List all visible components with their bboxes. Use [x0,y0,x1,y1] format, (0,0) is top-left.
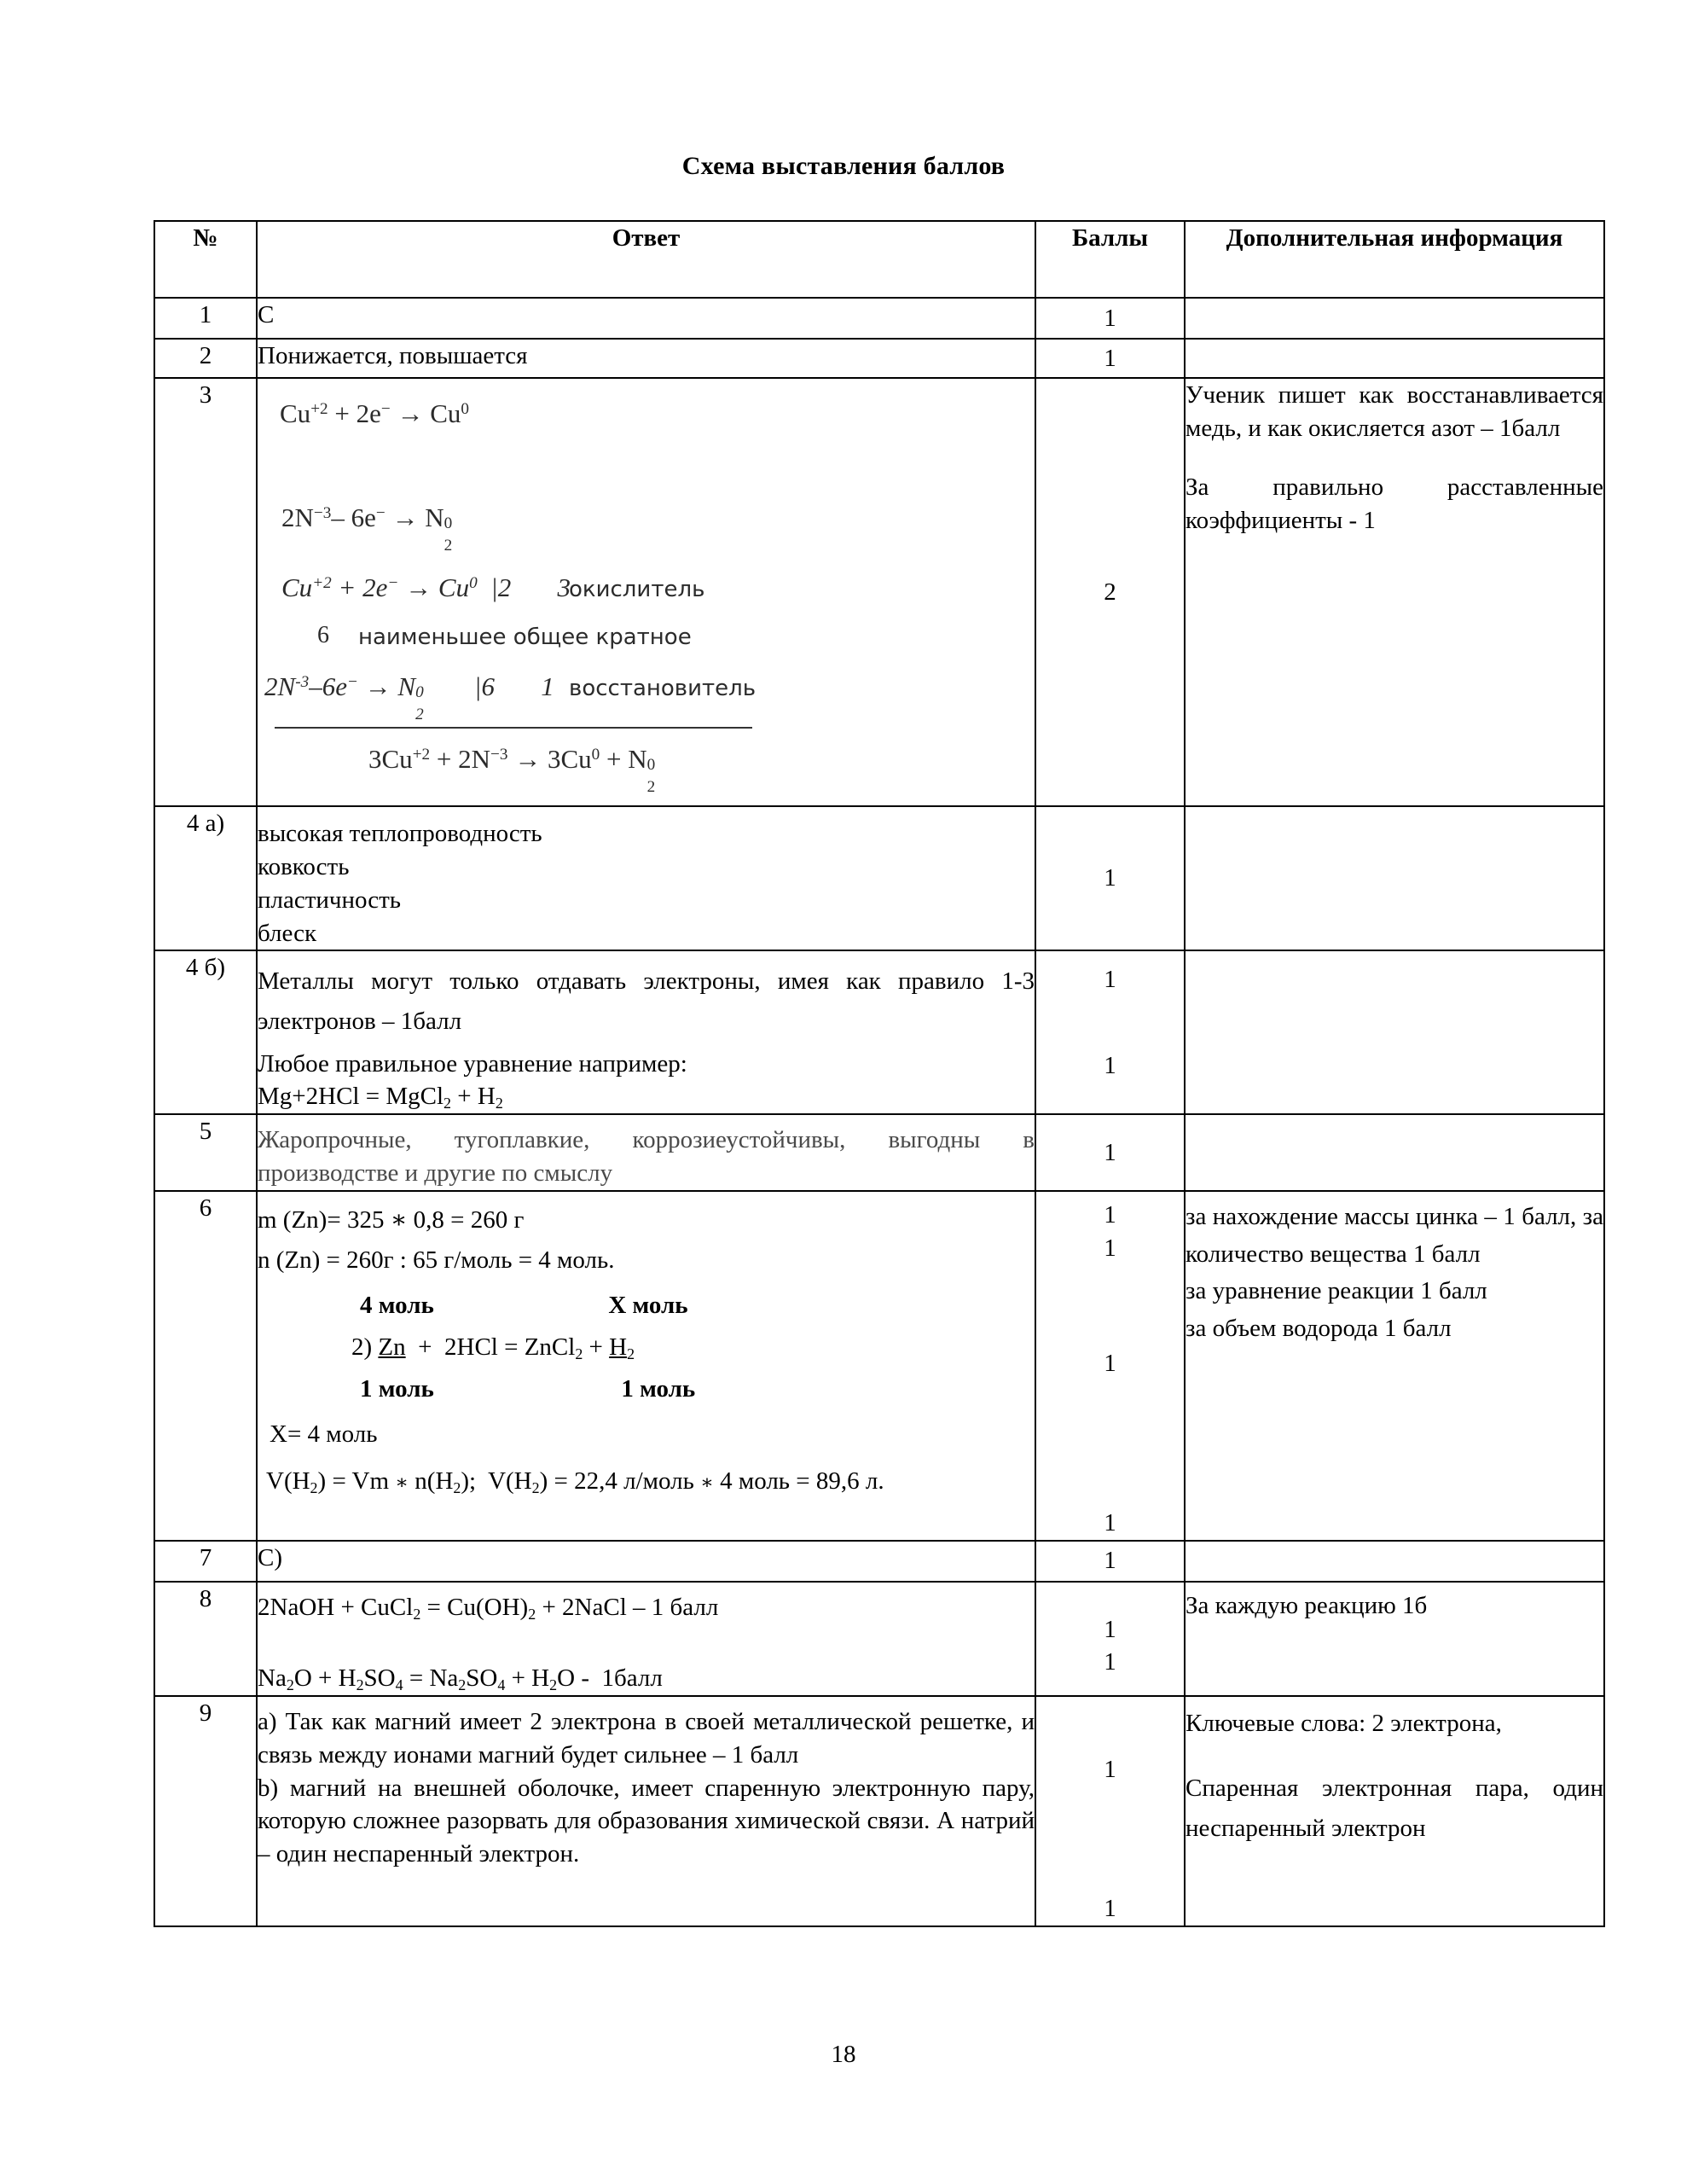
answer-line: ковкость [258,852,350,880]
answer-equation-naoh: 2NaOH + CuCl$_2$ = $Cu(OH)_2$ + 2NaCl – 1 балл [258,1593,719,1623]
row-answer: С [257,298,1035,339]
row-number: 3 [154,378,257,806]
row-info [1185,298,1604,339]
row-answer: С) [257,1541,1035,1582]
table-row [154,1582,1604,1696]
row-answer: Жаропрочные, тугоплавкие, коррозиеустойчивы, выгодны в производстве и другие по смыслу [257,1114,1035,1191]
row-points: 1 [1035,806,1185,950]
equation-nitrogen-oxidation: $2N^{-3}-$ 6e− → N 0 2 [281,502,453,555]
row-info [1185,1114,1604,1191]
equation-reducer-line: $2N^{-3}-6e^- \to N$ 0 2 |6 1 [264,671,554,723]
row-points: 1 [1035,1541,1185,1582]
column-header-info: Дополнительная информация [1185,221,1604,298]
row-info [1185,950,1604,1114]
points-value: 1 [1104,1648,1116,1676]
row-number: 2 [154,339,257,378]
row-number: 1 [154,298,257,339]
row-info-part1: Ученик пишет как восстанавливается медь, и как окисляется азот – 1балл [1186,381,1603,442]
points-value: 1 [1104,1349,1116,1377]
table-row [154,1696,1604,1926]
row-points: 1 [1035,1114,1185,1191]
label-oxidizer: окислитель [569,577,705,602]
answer-line: Любое правильное уравнение например: [258,1050,687,1078]
points-value: 1 [1104,1508,1116,1536]
equation-oxidizer-line: $Cu^{+2} + 2e^- \to Cu^0$ |2 3 [281,572,571,602]
page-number: 18 [831,2041,856,2068]
row-number: 7 [154,1541,257,1582]
table-row [154,950,1604,1114]
row-number: 8 [154,1582,257,1696]
column-header-points: Баллы [1035,221,1185,298]
row-points: 2 [1035,378,1185,806]
points-value: 1 [1104,1234,1116,1263]
row-answer [257,950,1035,1114]
answer-line-mass: m (Zn)= 325 ∗ 0,8 = 260 г [258,1206,525,1234]
points-value: 1 [1104,966,1116,994]
row-info [1185,339,1604,378]
answer-line-x-result: X= 4 моль [270,1420,378,1448]
answer-line: Металлы могут только отдавать электроны, имея как правило 1-3 электронов – 1балл [258,967,1035,1036]
answer-equation-na2o: $Na_2O + H_2SO_4 = Na_2SO_4 + H_2O$ - 1балл [258,1664,663,1693]
row-points [1035,1191,1185,1540]
points-value: 1 [1104,1052,1116,1080]
table-row [154,1541,1604,1582]
label-1-mol-right: 1 моль [621,1375,696,1403]
points-value: 1 [1104,1201,1116,1229]
row-answer [257,1191,1035,1540]
row-number: 4 б) [154,950,257,1114]
row-info-part2: за уравнение реакции 1 балл [1186,1277,1487,1305]
points-value: 1 [1104,1894,1116,1922]
column-header-answer: Ответ [257,221,1035,298]
answer-equation-zn: 2) Zn + 2HCl = ZnCl$_2$ + $H_2$ [351,1333,635,1363]
lcm-value: 6 [317,622,329,648]
spacer [1186,445,1603,471]
row-info [1185,1582,1604,1696]
answer-equation-mg: Mg+2HCl = MgCl$_2$ + $H_2$ [258,1083,503,1112]
row-info-part2: Спаренная электронная пара, один неспаренный электрон [1186,1774,1603,1842]
label-4-mol: 4 моль [360,1292,434,1320]
row-answer [257,1696,1035,1926]
summation-rule [275,727,752,729]
label-reducer: восстановитель [569,676,757,701]
stoich-top-labels [258,1289,1035,1322]
row-info-part2: За правильно расставленные коэффициенты - 1 [1186,473,1603,534]
row-info-part1: За каждую реакцию 1б [1186,1591,1428,1619]
row-info [1185,1191,1604,1540]
row-number: 6 [154,1191,257,1540]
table-row [154,1191,1604,1540]
redox-equation-block [258,379,1035,805]
row-points [1035,950,1185,1114]
points-value: 1 [1104,1615,1116,1643]
answer-line: высокая теплопроводность [258,820,542,847]
answer-line-moles: n (Zn) = 260г : 65 г/моль = 4 моль. [258,1246,615,1275]
answer-line: пластичность [258,886,402,914]
answer-line: блеск [258,919,317,947]
table-row [154,806,1604,950]
row-info-part1: Ключевые слова: 2 электрона, [1186,1709,1502,1737]
row-info [1185,806,1604,950]
row-points: 1 [1035,298,1185,339]
row-info [1185,1541,1604,1582]
row-number: 4 а) [154,806,257,950]
row-info [1185,378,1604,806]
table-row [154,378,1604,806]
row-info-part3: за объем водорода 1 балл [1186,1314,1452,1342]
row-info-part1: за нахождение массы цинка – 1 балл, за количество вещества 1 балл [1186,1203,1603,1268]
grading-scheme-table [154,220,1605,1927]
row-answer [257,1582,1035,1696]
row-points: 1 [1035,339,1185,378]
row-answer: Понижается, повышается [257,339,1035,378]
row-answer-equations [257,378,1035,806]
row-number: 9 [154,1696,257,1926]
row-info [1185,1696,1604,1926]
points-value: 1 [1104,1755,1116,1783]
equation-total: $3Cu^{+2} + 2N^{-3} \to 3Cu^0 + N$ 0 2 [368,744,656,796]
row-points [1035,1582,1185,1696]
row-number: 5 [154,1114,257,1191]
stoich-bottom-labels [258,1373,1035,1406]
equation-copper-reduction: $Cu^{+2} + 2e^- \to Cu^0$ [280,398,470,428]
answer-line-volume: $V(H_2) = Vm$ ∗ $n(H_2)$; $V(H_2) = 22,4$ л/моль ∗ 4 моль = 89,6 л. [266,1467,884,1496]
label-least-common-multiple: наименьшее общее кратное [358,624,692,650]
table-row [154,339,1604,378]
table-header-row [154,221,1604,298]
label-1-mol-left: 1 моль [360,1375,434,1403]
column-header-number: № [154,221,257,298]
label-x-mol: X моль [608,1292,688,1320]
row-answer [257,806,1035,950]
spacer [1186,1743,1603,1769]
answer-line-a: a) Так как магний имеет 2 электрона в своей металлической решетке, и связь между ионами магний будет сильнее – 1 балл [258,1707,1035,1769]
row-points [1035,1696,1185,1926]
table-row [154,298,1604,339]
table-row [154,1114,1604,1191]
page-title: Схема выставления баллов [681,152,1006,180]
answer-line-b: b) магний на внешней оболочке, имеет спаренную электронную пару, которую сложнее разорвать для образования химической связи. А натрий – один неспаренный электрон. [258,1774,1035,1868]
